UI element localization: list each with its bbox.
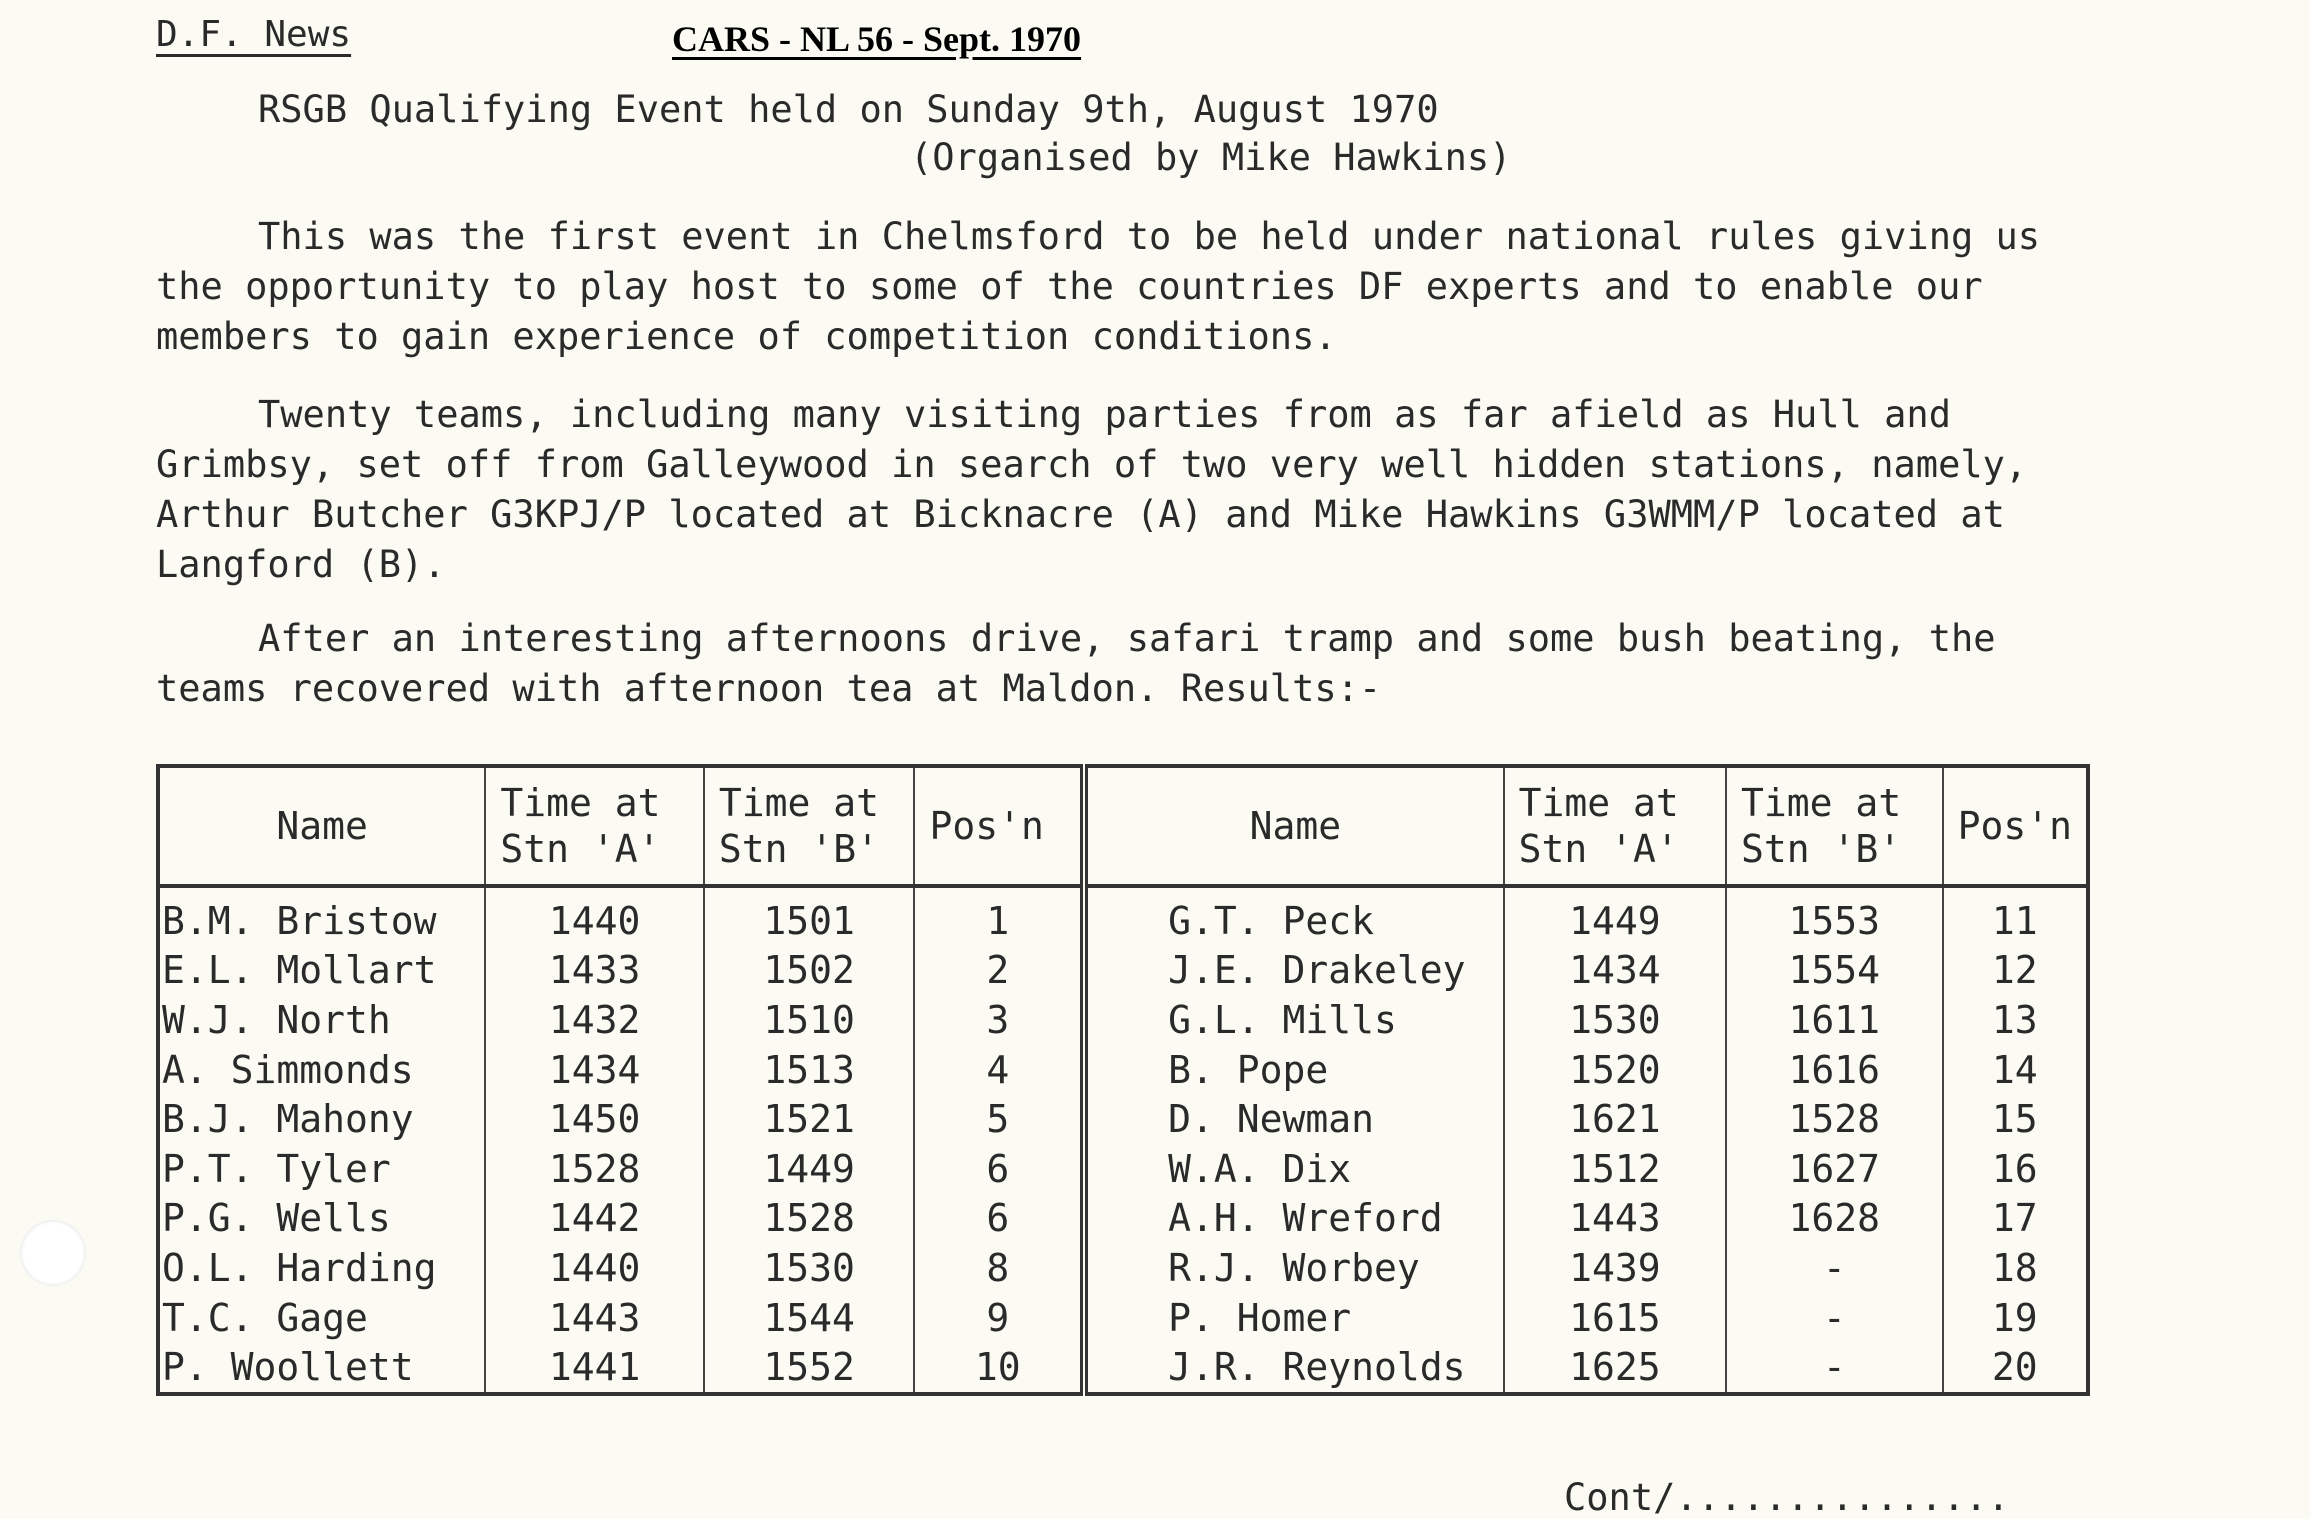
header-time-a-right: Time at Stn 'A' <box>1504 766 1726 886</box>
time-a: 1528 <box>485 1144 703 1194</box>
team-name: A.H. Wreford <box>1084 1194 1504 1244</box>
time-a: 1434 <box>485 1045 703 1095</box>
header-position-left: Pos'n <box>914 766 1084 886</box>
table-row <box>158 1293 2088 1343</box>
position: 18 <box>1943 1243 2088 1293</box>
time-a: 1434 <box>1504 946 1726 996</box>
time-a: 1615 <box>1504 1293 1726 1343</box>
table-row <box>158 1342 2088 1394</box>
time-b: 1611 <box>1726 995 1943 1045</box>
position: 6 <box>914 1144 1084 1194</box>
position: 13 <box>1943 995 2088 1045</box>
team-name: J.R. Reynolds <box>1084 1342 1504 1394</box>
time-b: 1502 <box>704 946 915 996</box>
paragraph-teams: Twenty teams, including many visiting parties from as far afield as Hull and Grimbsy, set off from Galleywood in search of two very well hidden stations, namely, Arthur Butcher G3KPJ/P located at Bicknacre (A) and Mike Hawkins G3WMM/P located at Langford (B). <box>156 393 2028 586</box>
team-name: J.E. Drakeley <box>1084 946 1504 996</box>
time-a: 1442 <box>485 1194 703 1244</box>
header-name-right: Name <box>1084 766 1504 886</box>
time-b: 1449 <box>704 1144 915 1194</box>
time-b: - <box>1726 1293 1943 1343</box>
time-a: 1433 <box>485 946 703 996</box>
position: 19 <box>1943 1293 2088 1343</box>
table-row <box>158 1194 2088 1244</box>
position: 20 <box>1943 1342 2088 1394</box>
punch-hole <box>20 1220 86 1286</box>
position: 8 <box>914 1243 1084 1293</box>
table-row <box>158 946 2088 996</box>
table-row <box>158 1045 2088 1095</box>
position: 17 <box>1943 1194 2088 1244</box>
header-name-left: Name <box>158 766 485 886</box>
team-name: B.M. Bristow <box>158 886 485 946</box>
section-tag: D.F. News <box>156 14 352 55</box>
results-table <box>156 764 2090 1396</box>
time-a: 1450 <box>485 1094 703 1144</box>
team-name: D. Newman <box>1084 1094 1504 1144</box>
header-time-a-left: Time at Stn 'A' <box>485 766 703 886</box>
table-header-row <box>158 766 2088 886</box>
team-name: B. Pope <box>1084 1045 1504 1095</box>
time-b: 1528 <box>1726 1094 1943 1144</box>
team-name: P. Woollett <box>158 1342 485 1394</box>
position: 6 <box>914 1194 1084 1244</box>
time-a: 1520 <box>1504 1045 1726 1095</box>
team-name: E.L. Mollart <box>158 946 485 996</box>
event-title: RSGB Qualifying Event held on Sunday 9th, August 1970 <box>258 88 1439 131</box>
position: 4 <box>914 1045 1084 1095</box>
time-a: 1443 <box>1504 1194 1726 1244</box>
time-b: 1552 <box>704 1342 915 1394</box>
time-a: 1449 <box>1504 886 1726 946</box>
position: 15 <box>1943 1094 2088 1144</box>
time-b: - <box>1726 1342 1943 1394</box>
position: 12 <box>1943 946 2088 996</box>
time-b: 1513 <box>704 1045 915 1095</box>
position: 3 <box>914 995 1084 1045</box>
paragraph-results-intro: After an interesting afternoons drive, safari tramp and some bush beating, the teams recovered with afternoon tea at Maldon. Results:- <box>156 617 1996 710</box>
position: 16 <box>1943 1144 2088 1194</box>
team-name: G.T. Peck <box>1084 886 1504 946</box>
position: 10 <box>914 1342 1084 1394</box>
team-name: B.J. Mahony <box>158 1094 485 1144</box>
table-row <box>158 1243 2088 1293</box>
time-a: 1512 <box>1504 1144 1726 1194</box>
time-b: 1553 <box>1726 886 1943 946</box>
table-row <box>158 995 2088 1045</box>
team-name: T.C. Gage <box>158 1293 485 1343</box>
continued-marker: Cont/............... <box>1564 1476 2010 1519</box>
time-a: 1441 <box>485 1342 703 1394</box>
team-name: P.G. Wells <box>158 1194 485 1244</box>
team-name: A. Simmonds <box>158 1045 485 1095</box>
time-a: 1440 <box>485 886 703 946</box>
time-a: 1625 <box>1504 1342 1726 1394</box>
time-b: 1521 <box>704 1094 915 1144</box>
time-b: 1544 <box>704 1293 915 1343</box>
position: 2 <box>914 946 1084 996</box>
time-a: 1443 <box>485 1293 703 1343</box>
time-a: 1530 <box>1504 995 1726 1045</box>
team-name: W.J. North <box>158 995 485 1045</box>
time-a: 1432 <box>485 995 703 1045</box>
newsletter-title: CARS - NL 56 - Sept. 1970 <box>672 19 1082 59</box>
table-row <box>158 1144 2088 1194</box>
time-b: 1554 <box>1726 946 1943 996</box>
header-time-b-right: Time at Stn 'B' <box>1726 766 1943 886</box>
team-name: G.L. Mills <box>1084 995 1504 1045</box>
position: 1 <box>914 886 1084 946</box>
position: 14 <box>1943 1045 2088 1095</box>
team-name: W.A. Dix <box>1084 1144 1504 1194</box>
position: 5 <box>914 1094 1084 1144</box>
time-b: 1628 <box>1726 1194 1943 1244</box>
team-name: P. Homer <box>1084 1293 1504 1343</box>
time-b: 1510 <box>704 995 915 1045</box>
header-position-right: Pos'n <box>1943 766 2088 886</box>
time-a: 1440 <box>485 1243 703 1293</box>
table-row <box>158 1094 2088 1144</box>
paragraph-intro: This was the first event in Chelmsford to be held under national rules giving us the opportunity to play host to some of the countries DF experts and to enable our members to gain experience of competition conditions. <box>156 215 2041 358</box>
time-b: 1530 <box>704 1243 915 1293</box>
time-b: - <box>1726 1243 1943 1293</box>
time-b: 1528 <box>704 1194 915 1244</box>
position: 11 <box>1943 886 2088 946</box>
time-b: 1616 <box>1726 1045 1943 1095</box>
header-time-b-left: Time at Stn 'B' <box>704 766 915 886</box>
time-a: 1621 <box>1504 1094 1726 1144</box>
team-name: R.J. Worbey <box>1084 1243 1504 1293</box>
time-a: 1439 <box>1504 1243 1726 1293</box>
event-organiser: (Organised by Mike Hawkins) <box>910 136 1512 179</box>
time-b: 1627 <box>1726 1144 1943 1194</box>
table-row <box>158 886 2088 946</box>
team-name: P.T. Tyler <box>158 1144 485 1194</box>
time-b: 1501 <box>704 886 915 946</box>
team-name: O.L. Harding <box>158 1243 485 1293</box>
position: 9 <box>914 1293 1084 1343</box>
